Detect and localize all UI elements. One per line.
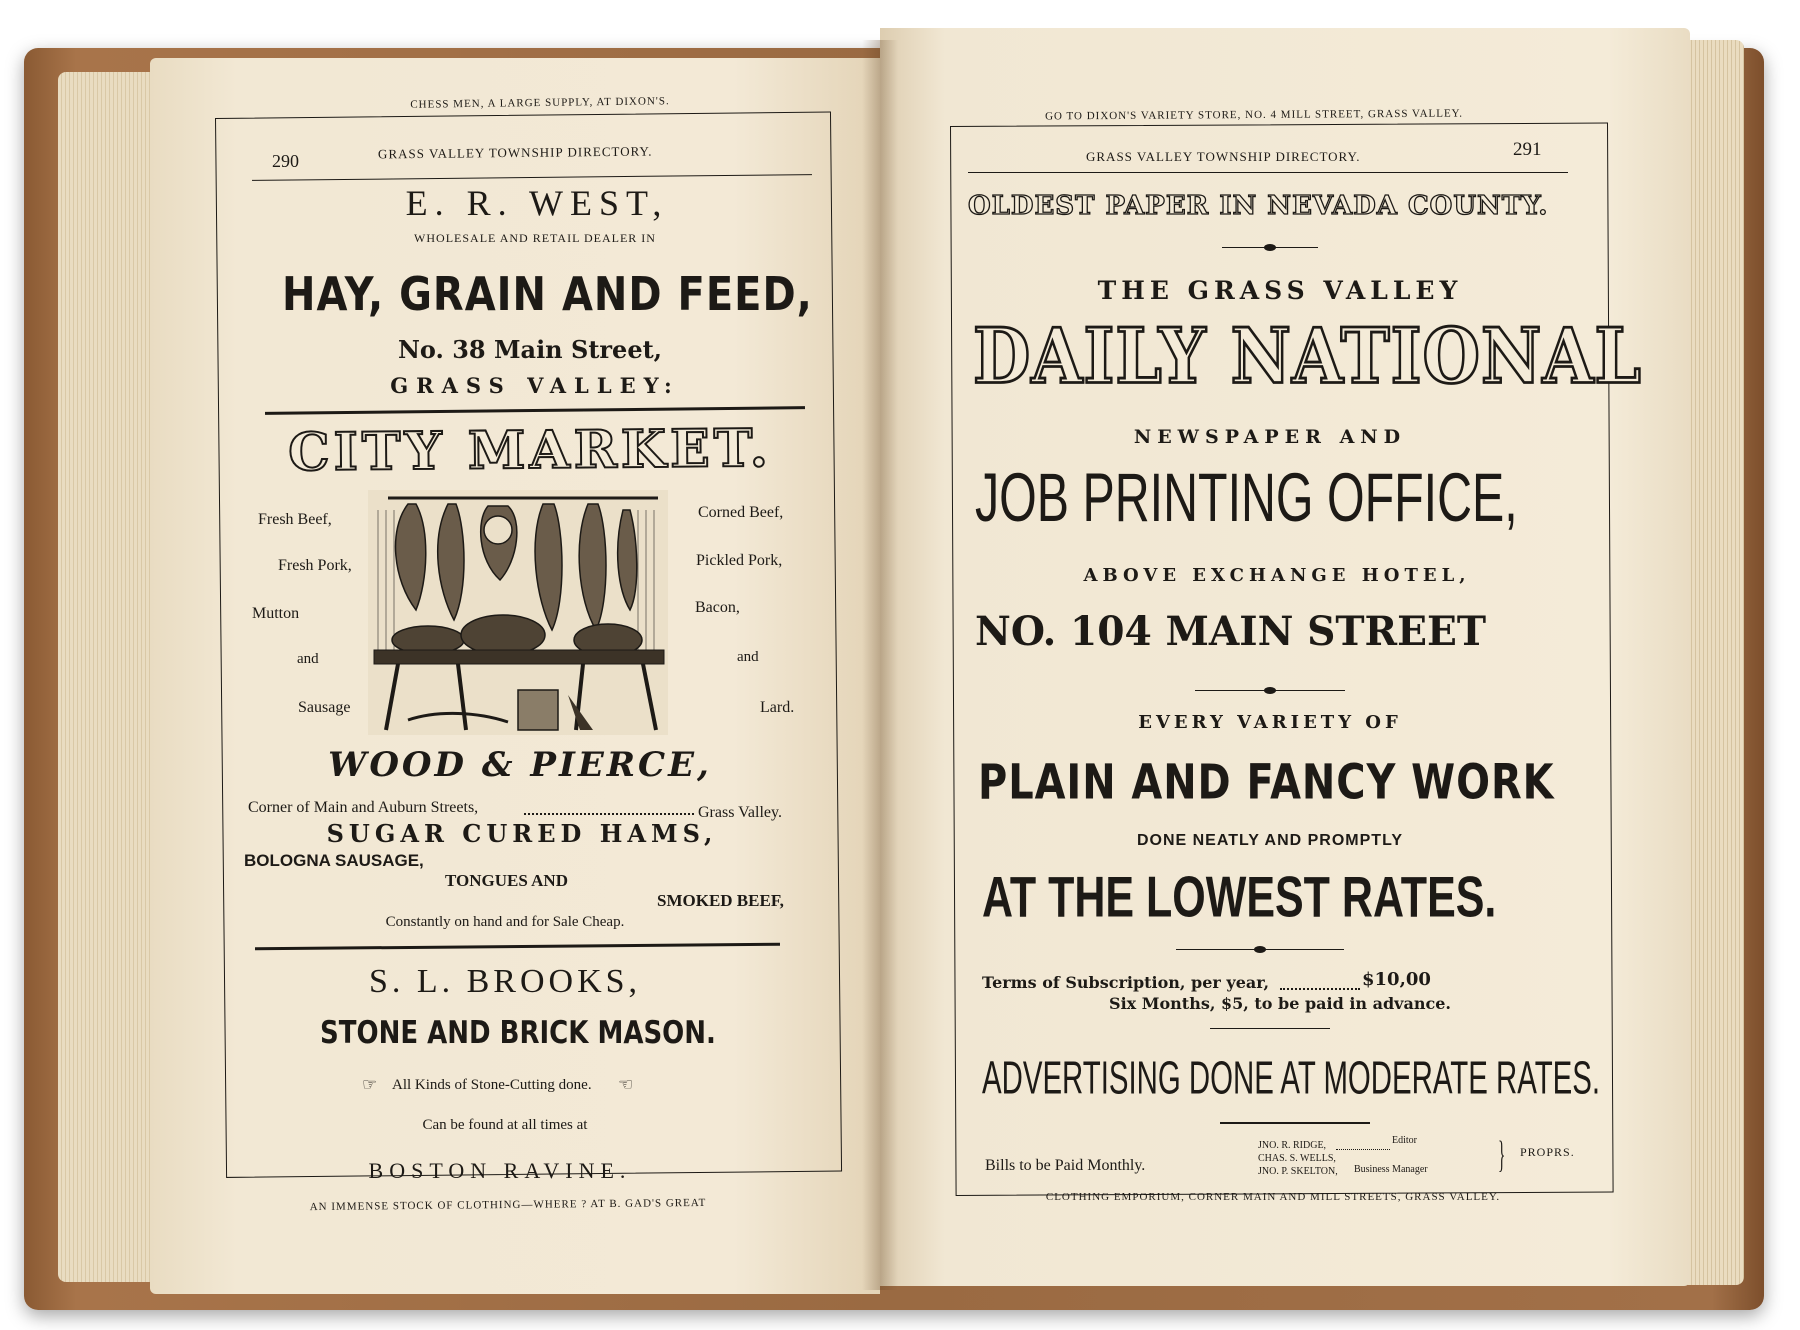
west-role: WHOLESALE AND RETAIL DEALER IN [414, 231, 656, 245]
proprietor-name: JNO. R. RIDGE, [1258, 1140, 1327, 1151]
proprietors-label: PROPRS. [1520, 1145, 1575, 1159]
market-corner: Corner of Main and Auburn Streets, [248, 799, 479, 816]
right-directory-title: GRASS VALLEY TOWNSHIP DIRECTORY. [1086, 149, 1361, 164]
market-right-item: Lard. [760, 699, 795, 716]
market-left-item: Fresh Beef, [258, 511, 332, 528]
brooks-name: S. L. BROOKS, [368, 963, 642, 1000]
left-running-foot: AN IMMENSE STOCK OF CLOTHING—WHERE ? AT B. GAD'S GREAT [309, 1196, 707, 1214]
plain-and-fancy-work: PLAIN AND FANCY WORK [978, 753, 1555, 810]
brace-icon: } [1498, 1134, 1506, 1176]
short-rule [1220, 1122, 1370, 1124]
brooks-found: Can be found at all times at [422, 1117, 588, 1133]
market-smoked: SMOKED BEEF, [657, 891, 784, 910]
market-bologna: BOLOGNA SAUSAGE, [244, 851, 424, 870]
short-rule [1210, 1028, 1330, 1029]
west-trade: HAY, GRAIN AND FEED, [282, 268, 813, 322]
right-page-number: 291 [1513, 139, 1542, 160]
proprietor-name: CHAS. S. WELLS, [1258, 1153, 1336, 1164]
proprietor-title: Editor [1392, 1135, 1417, 1146]
ornament-rule [1176, 949, 1344, 950]
market-hams: SUGAR CURED HAMS, [326, 819, 718, 848]
market-left-item: Mutton [252, 605, 300, 622]
left-running-head: CHESS MEN, A LARGE SUPPLY, AT DIXON'S. [410, 95, 670, 111]
market-left-item: Sausage [298, 699, 351, 716]
market-tongues: TONGUES AND [445, 871, 568, 890]
market-right-item: and [737, 649, 759, 665]
oldest-paper: OLDEST PAPER IN NEVADA COUNTY. [968, 191, 1549, 221]
daily-national: DAILY NATIONAL [973, 311, 1642, 401]
above-exchange-hotel: ABOVE EXCHANGE HOTEL, [1083, 565, 1471, 586]
proprietor-name: JNO. P. SKELTON, [1258, 1166, 1338, 1177]
right-running-head: GO TO DIXON'S VARIETY STORE, NO. 4 MILL STREET, GRASS VALLEY. [1045, 107, 1463, 123]
right-header-rule [968, 172, 1568, 173]
book-gutter [862, 40, 898, 1290]
market-right-item: Corned Beef, [698, 504, 784, 521]
terms-leader-dots [1280, 988, 1360, 990]
market-left-item: and [297, 651, 319, 667]
brooks-stone-cutting: All Kinds of Stone-Cutting done. [392, 1077, 592, 1093]
market-leader-dots [524, 813, 694, 815]
proprietor-dots [1336, 1149, 1390, 1150]
west-town: GRASS VALLEY: [390, 373, 680, 398]
butcher-stall-engraving [368, 490, 668, 735]
main-street-address: NO. 104 MAIN STREET [975, 608, 1487, 655]
brooks-trade: STONE AND BRICK MASON. [320, 1015, 716, 1052]
bills-monthly: Bills to be Paid Monthly. [985, 1157, 1146, 1174]
every-variety: EVERY VARIETY OF [1138, 712, 1402, 733]
left-directory-title: GRASS VALLEY TOWNSHIP DIRECTORY. [377, 143, 653, 162]
job-printing-office: JOB PRINTING OFFICE, [975, 460, 1518, 537]
market-left-item: Fresh Pork, [278, 557, 352, 574]
done-neatly: DONE NEATLY AND PROMPTLY [1136, 832, 1404, 849]
pointing-hand-icon: ☜ [618, 1075, 634, 1094]
ornament-rule [1195, 690, 1345, 691]
lowest-rates: AT THE LOWEST RATES. [982, 864, 1497, 929]
advertising-rates: ADVERTISING DONE AT MODERATE RATES. [982, 1051, 1601, 1104]
subscription-price: $10,00 [1362, 969, 1431, 990]
city-market-title: CITY MARKET. [287, 417, 773, 484]
pointing-hand-icon: ☞ [362, 1075, 378, 1094]
subscription-terms: Terms of Subscription, per year, [982, 973, 1270, 992]
ornament-rule [1222, 247, 1318, 248]
market-note: Constantly on hand and for Sale Cheap. [385, 914, 625, 930]
right-running-foot: CLOTHING EMPORIUM, CORNER MAIN AND MILL STREETS, GRASS VALLEY. [1045, 1191, 1501, 1203]
market-firm: WOOD & PIERCE, [328, 745, 712, 785]
left-page-number: 290 [272, 151, 299, 171]
market-right-item: Pickled Pork, [696, 552, 783, 569]
west-name: E. R. WEST, [405, 183, 669, 223]
market-town: Grass Valley. [698, 804, 782, 821]
the-grass-valley: THE GRASS VALLEY [1097, 276, 1463, 305]
proprietor-title: Business Manager [1354, 1164, 1428, 1175]
newspaper-and: NEWSPAPER AND [1133, 426, 1407, 448]
six-months: Six Months, $5, to be paid in advance. [1109, 994, 1451, 1013]
market-right-item: Bacon, [695, 599, 740, 616]
brooks-place: BOSTON RAVINE. [368, 1158, 632, 1183]
west-address: No. 38 Main Street, [397, 335, 663, 364]
